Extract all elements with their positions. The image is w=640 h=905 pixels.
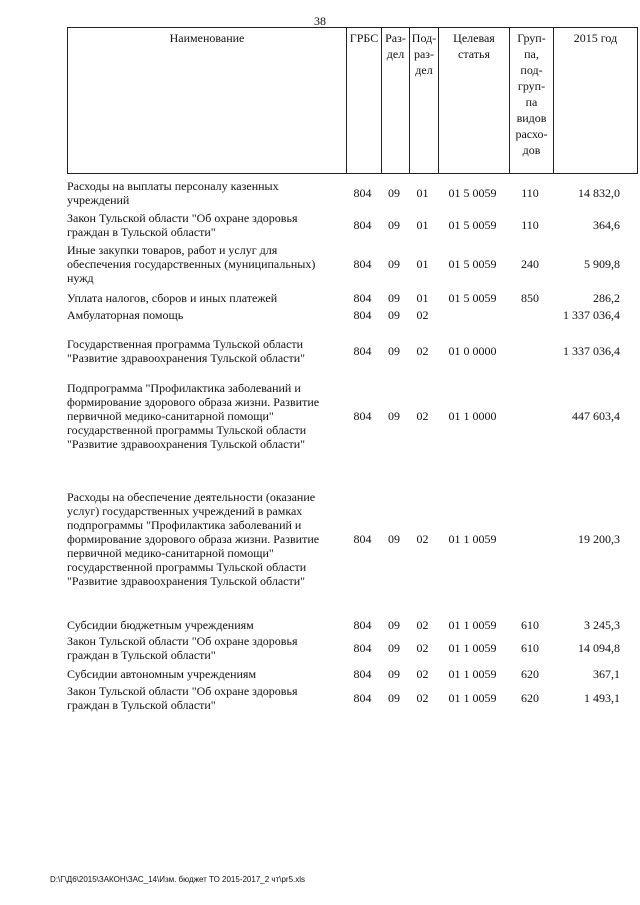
row-grbs: 804 xyxy=(353,409,372,423)
header-razdel xyxy=(381,28,409,173)
row-name-line: Расходы на обеспечение деятельности (оказание xyxy=(67,490,316,504)
row-podrazdel: 01 xyxy=(416,257,429,271)
row-name-line: формирование здорового образа жизни. Развитие xyxy=(67,532,320,546)
row-statya: 01 0 0000 xyxy=(448,344,497,358)
row-amount: 19 200,3 xyxy=(578,532,620,546)
row-amount: 14 832,0 xyxy=(578,186,620,200)
row-name xyxy=(67,618,345,632)
row-name-line: "Развитие здравоохранения Тульской области" xyxy=(67,437,306,451)
row-group: 110 xyxy=(521,186,539,200)
header-razdel-line: Раз- xyxy=(385,31,406,45)
header-group-line: под- xyxy=(520,63,543,77)
file-path-footer: D:\Г\Д6\2015\ЗАКОН\ЗАС_14\Изм. бюджет ТО 2015-2017_2 чт\pr5.xls xyxy=(50,875,306,884)
row-grbs: 804 xyxy=(353,532,372,546)
row-group: 610 xyxy=(521,618,539,632)
row-amount: 14 094,8 xyxy=(578,641,620,655)
row-statya: 01 1 0059 xyxy=(448,618,497,632)
row-name-line: государственной программы Тульской области xyxy=(67,560,307,574)
row-grbs: 804 xyxy=(353,641,372,655)
row-statya: 01 1 0059 xyxy=(448,641,497,655)
row-amount: 367,1 xyxy=(593,667,620,681)
row-group: 240 xyxy=(521,257,539,271)
row-name-line: подпрограммы "Профилактика заболеваний и xyxy=(67,518,302,532)
row-name xyxy=(67,337,345,365)
header-group-line: видов xyxy=(516,111,547,125)
row-name-line: Закон Тульской области "Об охране здоровья xyxy=(67,634,298,648)
row-statya: 01 1 0059 xyxy=(448,691,497,705)
row-name-line: Уплата налогов, сборов и иных платежей xyxy=(67,291,278,305)
header-podrazdel xyxy=(409,28,438,173)
row-amount: 364,6 xyxy=(593,218,620,232)
row-podrazdel: 02 xyxy=(416,618,429,632)
header-grbs-label: ГРБС xyxy=(349,31,379,45)
row-name-line: "Развитие здравоохранения Тульской области" xyxy=(67,351,306,365)
row-statya: 01 5 0059 xyxy=(448,291,497,305)
row-podrazdel: 02 xyxy=(416,667,429,681)
row-name-line: Расходы на выплаты персоналу казенных xyxy=(67,179,279,193)
row-razdel: 09 xyxy=(388,641,400,655)
row-group: 620 xyxy=(521,667,539,681)
table-header xyxy=(67,27,638,174)
row-name xyxy=(67,381,345,451)
row-name-line: Закон Тульской области "Об охране здоровья xyxy=(67,211,298,225)
row-razdel: 09 xyxy=(388,186,400,200)
row-amount: 286,2 xyxy=(593,291,620,305)
row-name xyxy=(67,634,345,662)
page-number: 38 xyxy=(314,14,326,28)
row-grbs: 804 xyxy=(353,344,372,358)
header-razdel-line: дел xyxy=(386,47,405,61)
row-statya: 01 1 0059 xyxy=(448,667,497,681)
row-amount: 1 493,1 xyxy=(584,691,620,705)
row-grbs: 804 xyxy=(353,257,372,271)
header-group-line: расхо- xyxy=(515,127,548,141)
row-name-line: Субсидии бюджетным учреждениям xyxy=(67,618,254,632)
row-statya: 01 1 0000 xyxy=(448,409,497,423)
row-podrazdel: 02 xyxy=(416,308,429,322)
row-name xyxy=(67,308,345,322)
row-amount: 1 337 036,4 xyxy=(563,308,620,322)
row-name-line: первичной медико-санитарной помощи" xyxy=(67,546,274,560)
row-name xyxy=(67,684,345,712)
header-podrazdel-line: дел xyxy=(415,63,433,77)
row-statya: 01 5 0059 xyxy=(448,218,497,232)
row-podrazdel: 01 xyxy=(416,186,429,200)
row-amount: 1 337 036,4 xyxy=(563,344,620,358)
row-name-line: Подпрограмма "Профилактика заболеваний и xyxy=(67,381,301,395)
row-name-line: Субсидии автономным учреждениям xyxy=(67,667,257,681)
header-name xyxy=(68,28,346,173)
header-group-line: па, xyxy=(524,47,539,61)
header-group xyxy=(509,28,553,173)
row-podrazdel: 02 xyxy=(416,641,429,655)
row-grbs: 804 xyxy=(353,691,372,705)
header-grbs xyxy=(346,28,381,173)
row-grbs: 804 xyxy=(353,618,372,632)
row-group: 610 xyxy=(521,641,539,655)
row-razdel: 09 xyxy=(388,667,400,681)
header-group-line: Груп- xyxy=(517,31,546,45)
row-amount: 3 245,3 xyxy=(584,618,620,632)
row-name-line: граждан в Тульской области" xyxy=(67,648,216,662)
row-name-line: граждан в Тульской области" xyxy=(67,225,216,239)
row-group: 110 xyxy=(521,218,539,232)
row-name xyxy=(67,243,345,285)
header-statya xyxy=(438,28,509,173)
row-podrazdel: 02 xyxy=(416,532,429,546)
row-amount: 5 909,8 xyxy=(584,257,620,271)
row-razdel: 09 xyxy=(388,409,400,423)
header-name-label: Наименование xyxy=(169,31,245,45)
row-name xyxy=(67,490,345,588)
row-name-line: Амбулаторная помощь xyxy=(67,308,184,322)
row-razdel: 09 xyxy=(388,618,400,632)
row-name xyxy=(67,291,345,305)
row-name-line: государственной программы Тульской области xyxy=(67,423,307,437)
row-name-line: Иные закупки товаров, работ и услуг для xyxy=(67,243,278,257)
header-podrazdel-line: Под- xyxy=(411,31,437,45)
row-grbs: 804 xyxy=(353,218,372,232)
row-name xyxy=(67,211,345,239)
row-statya: 01 5 0059 xyxy=(448,257,497,271)
row-razdel: 09 xyxy=(388,344,400,358)
header-year xyxy=(553,28,637,173)
row-razdel: 09 xyxy=(388,257,400,271)
row-grbs: 804 xyxy=(353,291,372,305)
header-statya-line: Целевая xyxy=(453,31,495,45)
row-grbs: 804 xyxy=(353,667,372,681)
row-grbs: 804 xyxy=(353,186,372,200)
row-razdel: 09 xyxy=(388,532,400,546)
row-podrazdel: 02 xyxy=(416,344,429,358)
row-name-line: обеспечения государственных (муниципальных) xyxy=(67,257,316,271)
header-group-line: па xyxy=(525,95,538,109)
row-razdel: 09 xyxy=(388,691,400,705)
row-statya: 01 1 0059 xyxy=(448,532,497,546)
row-amount: 447 603,4 xyxy=(572,409,620,423)
row-name-line: услуг) государственных учреждений в рамках xyxy=(67,504,303,518)
header-podrazdel-line: раз- xyxy=(413,47,435,61)
row-group: 620 xyxy=(521,691,539,705)
row-statya: 01 5 0059 xyxy=(448,186,497,200)
header-statya-line: статья xyxy=(458,47,490,61)
row-razdel: 09 xyxy=(388,291,400,305)
row-name-line: граждан в Тульской области" xyxy=(67,698,216,712)
row-razdel: 09 xyxy=(388,308,400,322)
header-year-label: 2015 год xyxy=(573,31,618,45)
row-podrazdel: 01 xyxy=(416,218,429,232)
row-name xyxy=(67,667,345,681)
row-podrazdel: 02 xyxy=(416,409,429,423)
row-name-line: учреждений xyxy=(67,193,130,207)
row-name xyxy=(67,179,345,207)
row-name-line: Закон Тульской области "Об охране здоровья xyxy=(67,684,298,698)
row-razdel: 09 xyxy=(388,218,400,232)
row-group: 850 xyxy=(521,291,539,305)
row-name-line: Государственная программа Тульской области xyxy=(67,337,304,351)
header-group-line: дов xyxy=(522,143,541,157)
row-podrazdel: 01 xyxy=(416,291,429,305)
row-grbs: 804 xyxy=(353,308,372,322)
row-name-line: "Развитие здравоохранения Тульской области" xyxy=(67,574,306,588)
row-name-line: первичной медико-санитарной помощи" xyxy=(67,409,274,423)
row-name-line: нужд xyxy=(67,271,94,285)
row-name-line: формирование здорового образа жизни. Развитие xyxy=(67,395,320,409)
header-group-line: груп- xyxy=(517,79,546,93)
row-podrazdel: 02 xyxy=(416,691,429,705)
